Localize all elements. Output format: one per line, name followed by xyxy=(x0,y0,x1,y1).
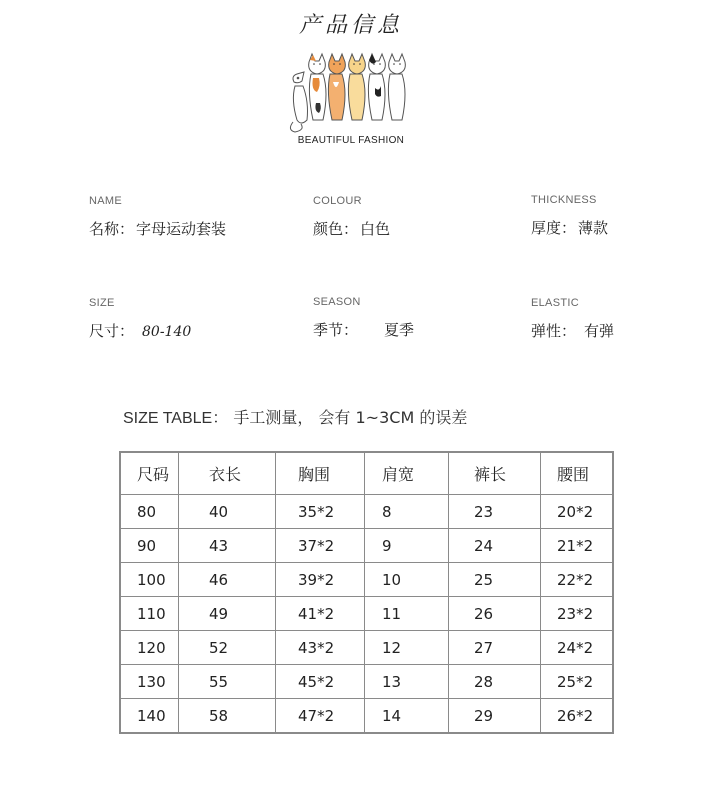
table-cell: 49 xyxy=(179,597,276,631)
table-cell: 45*2 xyxy=(276,665,365,699)
table-cell: 47*2 xyxy=(276,699,365,734)
table-cell: 43*2 xyxy=(276,631,365,665)
table-cell: 130 xyxy=(120,665,179,699)
table-cell: 12 xyxy=(365,631,449,665)
info-label: 尺寸： xyxy=(89,322,135,340)
info-label: 季节： xyxy=(313,321,359,339)
table-row xyxy=(120,631,613,665)
table-cell: 10 xyxy=(365,563,449,597)
size-table-title xyxy=(123,405,467,428)
table-header-cell: 腰围 xyxy=(541,452,614,495)
logo-caption: BEAUTIFUL FASHION xyxy=(297,135,405,146)
table-cell: 20*2 xyxy=(541,495,614,529)
cats-logo xyxy=(283,48,419,148)
info-label: 弹性： xyxy=(531,322,577,340)
table-cell: 110 xyxy=(120,597,179,631)
info-label-en: ELASTIC xyxy=(531,297,579,309)
table-cell: 37*2 xyxy=(276,529,365,563)
table-header-cell: 胸围 xyxy=(276,452,365,495)
table-cell: 90 xyxy=(120,529,179,563)
info-value: 薄款 xyxy=(578,219,609,237)
table-cell: 23*2 xyxy=(541,597,614,631)
table-cell: 24*2 xyxy=(541,631,614,665)
table-cell: 46 xyxy=(179,563,276,597)
table-row xyxy=(120,495,613,529)
cat-illustration-1 xyxy=(290,72,307,132)
table-header-cell: 肩宽 xyxy=(365,452,449,495)
table-cell: 55 xyxy=(179,665,276,699)
info-label: 颜色： xyxy=(313,220,359,238)
size-table xyxy=(119,451,614,734)
table-header-cell: 尺码 xyxy=(120,452,179,495)
table-cell: 25 xyxy=(449,563,541,597)
cat-illustration-5 xyxy=(368,54,385,120)
table-cell: 21*2 xyxy=(541,529,614,563)
info-size xyxy=(89,297,191,341)
table-cell: 35*2 xyxy=(276,495,365,529)
table-cell: 39*2 xyxy=(276,563,365,597)
info-elastic xyxy=(531,297,614,341)
info-value: 夏季 xyxy=(384,321,415,339)
table-row xyxy=(120,665,613,699)
table-header-cell: 衣长 xyxy=(179,452,276,495)
table-row xyxy=(120,699,613,734)
table-cell: 43 xyxy=(179,529,276,563)
page-title: 产品信息 xyxy=(298,13,403,38)
info-value: 白色 xyxy=(360,220,391,238)
info-season xyxy=(313,296,414,340)
table-cell: 23 xyxy=(449,495,541,529)
info-label: 厚度： xyxy=(531,219,577,237)
table-cell: 9 xyxy=(365,529,449,563)
table-cell: 13 xyxy=(365,665,449,699)
table-row xyxy=(120,563,613,597)
table-cell: 11 xyxy=(365,597,449,631)
table-cell: 140 xyxy=(120,699,179,734)
table-cell: 58 xyxy=(179,699,276,734)
table-cell: 24 xyxy=(449,529,541,563)
table-header-row xyxy=(120,452,613,495)
info-value: 80-140 xyxy=(142,324,192,340)
table-cell: 80 xyxy=(120,495,179,529)
table-cell: 41*2 xyxy=(276,597,365,631)
table-row xyxy=(120,529,613,563)
table-cell: 27 xyxy=(449,631,541,665)
cat-illustration-6 xyxy=(388,54,405,120)
info-thickness xyxy=(531,194,608,238)
table-header-cell: 裤长 xyxy=(449,452,541,495)
table-row xyxy=(120,597,613,631)
cat-illustration-4 xyxy=(348,54,365,120)
info-label-en: THICKNESS xyxy=(531,194,597,206)
table-cell: 52 xyxy=(179,631,276,665)
table-cell: 28 xyxy=(449,665,541,699)
size-table-title-en: SIZE TABLE： xyxy=(123,410,229,427)
info-value: 字母运动套装 xyxy=(136,220,227,238)
table-cell: 22*2 xyxy=(541,563,614,597)
info-label-en: SEASON xyxy=(313,296,361,308)
table-cell: 120 xyxy=(120,631,179,665)
info-label-en: COLOUR xyxy=(313,195,362,207)
table-cell: 8 xyxy=(365,495,449,529)
size-table-note: 手工测量， 会有 1~3CM 的误差 xyxy=(233,408,468,427)
info-label-en: SIZE xyxy=(89,297,115,309)
info-label-en: NAME xyxy=(89,195,122,207)
cat-illustration-2 xyxy=(309,54,326,120)
info-value: 有弹 xyxy=(584,322,615,340)
table-cell: 40 xyxy=(179,495,276,529)
table-cell: 100 xyxy=(120,563,179,597)
table-cell: 26 xyxy=(449,597,541,631)
cat-illustration-3 xyxy=(328,54,345,120)
info-colour xyxy=(313,195,390,239)
info-label: 名称： xyxy=(89,220,135,238)
table-cell: 26*2 xyxy=(541,699,614,734)
table-cell: 25*2 xyxy=(541,665,614,699)
info-name xyxy=(89,195,226,239)
table-cell: 29 xyxy=(449,699,541,734)
table-cell: 14 xyxy=(365,699,449,734)
